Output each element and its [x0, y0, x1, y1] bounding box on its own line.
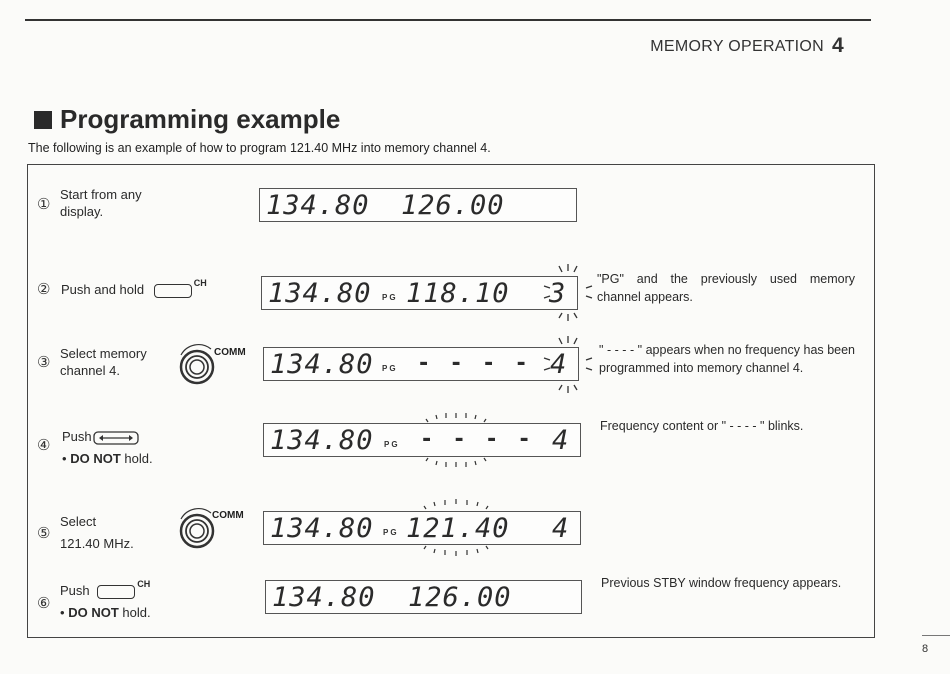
step-line: Push	[62, 429, 92, 444]
blink-marks-icon	[420, 411, 492, 471]
blink-marks-icon	[418, 497, 494, 559]
step-note: Frequency content or " - - - - " blinks.	[600, 419, 804, 433]
section-number: 4	[832, 34, 844, 57]
step-number: ⑥	[37, 595, 51, 612]
button-label: CH	[193, 278, 207, 288]
step-line: channel 4.	[60, 363, 120, 378]
lcd-pg-indicator: PG	[383, 528, 399, 537]
step-line: Start from any	[60, 187, 142, 202]
page-title-text: Programming example	[60, 104, 341, 134]
lcd-blinking-frequency: 121.40	[406, 513, 510, 544]
lcd-active-frequency: 134.80	[270, 425, 374, 456]
step-instruction	[60, 579, 151, 621]
ch-button-icon	[97, 585, 135, 599]
title-bullet-icon	[34, 111, 52, 129]
bullet: •	[60, 605, 65, 620]
lcd-empty-frequency: - - - -	[417, 351, 531, 376]
lcd-memory-frequency: 118.10	[406, 278, 510, 309]
top-rule	[25, 19, 871, 21]
section-title: MEMORY OPERATION	[650, 38, 825, 55]
lcd-pg-indicator: PG	[382, 364, 398, 373]
lcd-active-frequency: 134.80	[268, 278, 372, 309]
page-title	[34, 104, 340, 135]
lcd-blinking-frequency: - - - -	[420, 427, 534, 452]
emphasis: DO	[68, 605, 88, 620]
emphasis: NOT	[91, 605, 119, 620]
lcd-channel-number: 3	[549, 278, 567, 309]
lcd-active-frequency: 134.80	[272, 582, 376, 613]
step-number: ②	[37, 281, 51, 298]
lcd-pg-indicator: PG	[384, 440, 400, 449]
step-note: "PG" and the previously used memory channel appears.	[597, 272, 855, 304]
lcd-active-frequency: 134.80	[266, 190, 370, 221]
lcd-active-frequency: 134.80	[270, 513, 374, 544]
step-number: ④	[37, 437, 51, 454]
arrow-button-icon	[93, 430, 139, 446]
example-panel	[27, 164, 875, 638]
step-instruction	[60, 345, 168, 379]
step-instruction	[60, 186, 142, 220]
knob-label: COMM	[212, 510, 244, 521]
step-note: " - - - - " appears when no frequency has been programmed into memory channel 4.	[599, 343, 855, 375]
step-instruction	[61, 278, 207, 300]
lcd-display	[265, 580, 582, 614]
page-number: 8	[922, 643, 929, 655]
intro-text: The following is an example of how to program 121.40 MHz into memory channel 4.	[28, 141, 491, 155]
knob-label: COMM	[214, 347, 246, 358]
page-rule	[922, 635, 950, 636]
lcd-pg-indicator: PG	[382, 293, 398, 302]
step-line: hold.	[122, 605, 151, 620]
lcd-display	[263, 347, 579, 381]
step-line: display.	[60, 204, 104, 219]
step-note: Previous STBY window frequency appears.	[601, 576, 842, 590]
step-line: Select	[60, 514, 97, 529]
step-number: ③	[37, 354, 51, 371]
step-instruction	[60, 513, 134, 552]
step-line: Push	[60, 583, 90, 598]
blink-rays-icon	[537, 334, 599, 396]
step-line: Select memory	[60, 346, 147, 361]
lcd-standby-frequency: 126.00	[401, 190, 505, 221]
button-label: CH	[137, 579, 151, 589]
running-header	[650, 33, 844, 57]
emphasis: DO	[70, 450, 90, 466]
lcd-channel-number: 4	[550, 349, 568, 380]
emphasis: NOT	[93, 450, 121, 466]
ch-button-icon	[154, 284, 192, 298]
step-line: hold.	[124, 450, 153, 466]
lcd-channel-number: 4	[552, 513, 570, 544]
lcd-display	[259, 188, 577, 222]
lcd-display	[261, 276, 578, 310]
blink-rays-icon	[537, 262, 599, 324]
step-line: 121.40 MHz.	[60, 536, 134, 551]
step-instruction	[62, 428, 153, 467]
step-number: ①	[37, 196, 51, 213]
lcd-channel-number: 4	[552, 425, 570, 456]
bullet: •	[62, 450, 67, 466]
lcd-active-frequency: 134.80	[270, 349, 374, 380]
step-number: ⑤	[37, 525, 51, 542]
lcd-standby-frequency: 126.00	[408, 582, 512, 613]
step-line: Push and hold	[61, 282, 145, 297]
